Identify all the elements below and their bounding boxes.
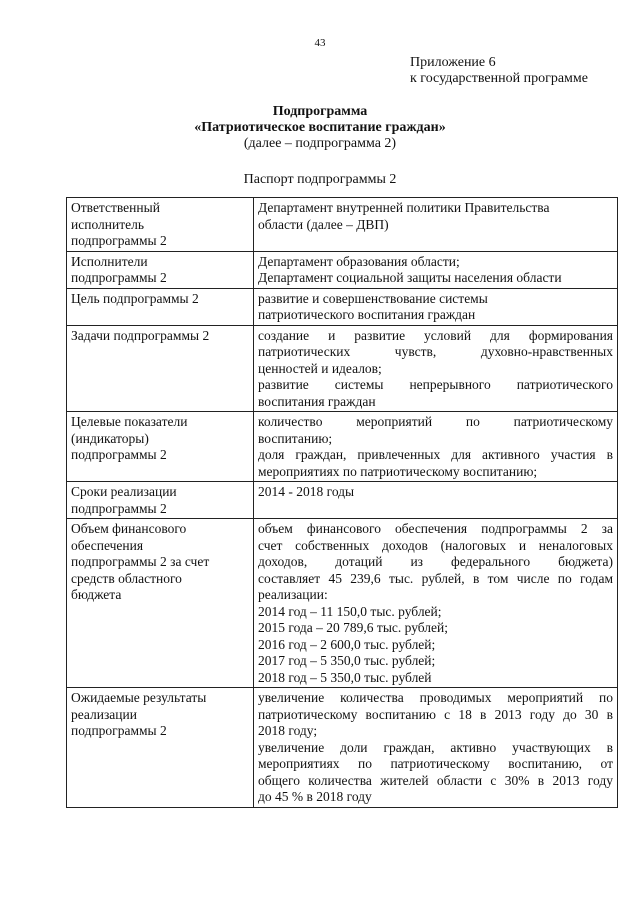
row-value-line: патриотическому воспитанию с 18 в 2013 году до 30 в: [258, 706, 613, 722]
heading-line-2: «Патриотическое воспитание граждан»: [194, 120, 446, 135]
row-label-line: Объем финансового: [71, 521, 187, 536]
row-value-cell: [254, 412, 618, 482]
row-label-line: подпрограммы 2: [71, 233, 167, 248]
row-value-line: области (далее – ДВП): [258, 216, 389, 232]
row-label-line: Задачи подпрограммы 2: [71, 327, 210, 343]
row-value-line: счет собственных доходов (налоговых и неналоговых: [258, 537, 613, 553]
row-value-cell: [254, 288, 618, 325]
row-value-line: увеличение количества проводимых мероприятий по: [258, 690, 613, 705]
appendix-line-2: к государственной программе: [410, 71, 588, 86]
row-value-line: воспитанию;: [258, 430, 333, 446]
row-value-line: доля граждан, привлеченных для активного участия в: [258, 447, 613, 462]
row-value-line: мероприятиях по патриотическому воспитанию, от: [258, 756, 613, 771]
row-value-line: ценностей и идеалов;: [258, 360, 382, 376]
row-label-line: Целевые показатели: [71, 414, 188, 429]
row-value-line: до 45 % в 2018 году: [258, 789, 372, 804]
row-label-line: исполнитель: [71, 216, 144, 232]
row-label-line: Сроки реализации: [71, 484, 177, 499]
table-row: [67, 412, 618, 482]
heading-line-1: Подпрограмма: [272, 104, 368, 119]
row-label-line: Ответственный: [71, 200, 160, 215]
row-label-line: Исполнители: [71, 253, 148, 269]
row-value-line: 2014 год – 11 150,0 тыс. рублей;: [258, 603, 442, 619]
row-label-line: подпрограммы 2 за счет: [71, 554, 210, 569]
row-value-line: Департамент внутренней политики Правительства: [258, 200, 550, 215]
row-label-line: средств областного: [71, 570, 182, 586]
table-row: [67, 482, 618, 519]
row-value-line: объем финансового обеспечения подпрограммы 2 за: [258, 521, 613, 536]
row-label-line: бюджета: [71, 587, 122, 602]
row-value-line: 2014 - 2018 годы: [258, 484, 355, 499]
row-label-line: (индикаторы): [71, 430, 149, 446]
row-value-line: общего количества жителей области с 30% в 2013 году: [258, 772, 613, 788]
row-label-cell: [67, 198, 254, 252]
row-label-cell: [67, 288, 254, 325]
row-value-line: патриотического воспитания граждан: [258, 307, 476, 322]
row-value-line: мероприятиях по патриотическому воспитанию;: [258, 463, 538, 479]
row-value-line: создание и развитие условий для формирования: [258, 327, 613, 343]
table-row: [67, 325, 618, 412]
table-row: [67, 519, 618, 688]
row-label-line: подпрограммы 2: [71, 447, 167, 462]
row-label-line: подпрограммы 2: [71, 723, 167, 738]
row-value-line: 2017 год – 5 350,0 тыс. рублей;: [258, 653, 436, 668]
passport-table: [66, 197, 618, 808]
row-value-line: развитие и совершенствование системы: [258, 290, 488, 306]
row-label-line: Ожидаемые результаты: [71, 690, 207, 705]
row-label-line: обеспечения: [71, 537, 144, 553]
table-row: [67, 198, 618, 252]
row-label-cell: [67, 519, 254, 688]
row-value-line: реализации:: [258, 587, 328, 602]
row-label-cell: [67, 688, 254, 808]
row-label-line: подпрограммы 2: [71, 500, 167, 516]
row-label-line: Цель подпрограммы 2: [71, 290, 199, 306]
passport-table-body: [67, 198, 618, 808]
heading-line-3: (далее – подпрограмма 2): [243, 136, 397, 151]
row-value-line: 2018 год – 5 350,0 тыс. рублей: [258, 669, 432, 685]
row-value-cell: [254, 688, 618, 808]
row-value-line: доходов, дотаций из федерального бюджета): [258, 554, 613, 569]
row-value-line: развитие системы непрерывного патриотического: [258, 377, 613, 392]
table-row: [67, 251, 618, 288]
row-value-cell: [254, 198, 618, 252]
appendix-line-1: Приложение 6: [410, 55, 496, 70]
table-row: [67, 688, 618, 808]
row-label-cell: [67, 412, 254, 482]
table-row: [67, 288, 618, 325]
subprogram-heading: [0, 104, 640, 152]
row-label-cell: [67, 251, 254, 288]
row-value-cell: [254, 325, 618, 412]
row-value-line: составляет 45 239,6 тыс. рублей, в том числе по годам: [258, 570, 613, 586]
page-number: 43: [314, 37, 326, 49]
appendix-note: [410, 55, 588, 87]
row-label-cell: [67, 482, 254, 519]
row-value-line: Департамент социальной защиты населения области: [258, 270, 562, 285]
row-label-line: подпрограммы 2: [71, 270, 167, 285]
row-value-line: 2015 года – 20 789,6 тыс. рублей;: [258, 620, 449, 635]
row-value-cell: [254, 251, 618, 288]
row-label-cell: [67, 325, 254, 412]
row-value-line: увеличение доли граждан, активно участвующих в: [258, 739, 613, 755]
row-value-line: 2018 году;: [258, 723, 318, 738]
row-value-line: 2016 год – 2 600,0 тыс. рублей;: [258, 636, 436, 652]
row-value-cell: [254, 482, 618, 519]
row-value-cell: [254, 519, 618, 688]
row-value-line: воспитания граждан: [258, 393, 376, 409]
row-value-line: количество мероприятий по патриотическому: [258, 414, 613, 429]
passport-title: Паспорт подпрограммы 2: [243, 172, 397, 187]
row-label-line: реализации: [71, 706, 137, 722]
row-value-line: Департамент образования области;: [258, 253, 460, 269]
row-value-line: патриотических чувств, духовно-нравственных: [258, 344, 613, 359]
